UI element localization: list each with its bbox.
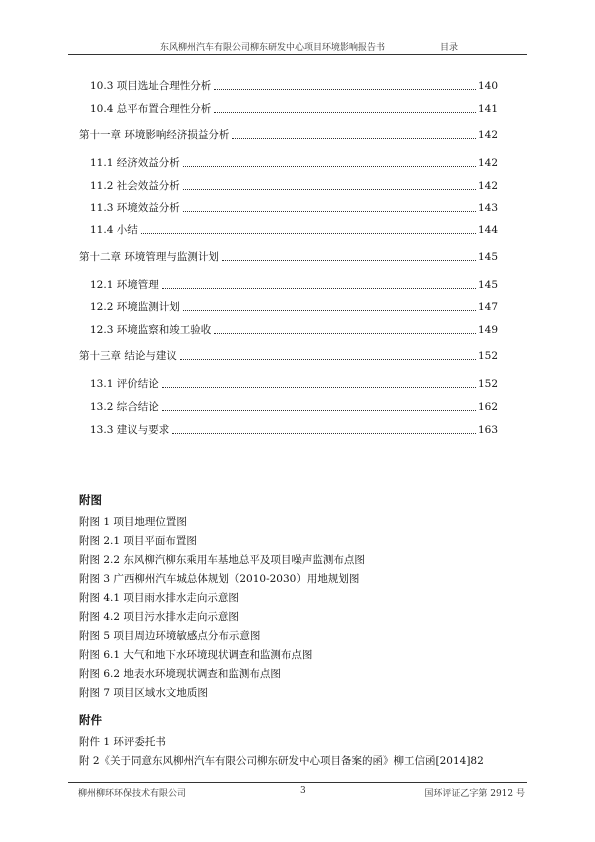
attachment-item[interactable]: 附 2《关于同意东风柳州汽车有限公司柳东研发中心项目备案的函》柳工信函[2014]82	[79, 755, 484, 767]
toc-page: 145	[477, 251, 498, 263]
toc-page: 152	[477, 350, 498, 362]
toc-leader	[214, 111, 476, 113]
toc-label: 12.1 环境管理	[90, 279, 159, 291]
toc-entry-chapter-12[interactable]	[79, 249, 498, 265]
toc-page: 162	[477, 401, 498, 413]
toc-label: 第十三章 结论与建议	[79, 350, 177, 362]
toc-label: 第十二章 环境管理与监测计划	[79, 251, 219, 263]
toc-leader	[214, 332, 476, 334]
toc-entry-12-1[interactable]	[90, 277, 498, 293]
figure-item[interactable]: 附图 1 项目地理位置图	[79, 516, 187, 528]
toc-page: 142	[477, 180, 498, 192]
toc-leader	[180, 358, 476, 360]
toc-leader	[162, 386, 476, 388]
toc-page: 141	[477, 103, 498, 115]
toc-page: 144	[477, 224, 498, 236]
page-header	[68, 38, 527, 55]
toc-entry-12-2[interactable]	[90, 299, 498, 315]
toc-leader	[162, 409, 476, 411]
toc-entry-12-3[interactable]	[90, 322, 498, 338]
figure-item[interactable]: 附图 6.2 地表水环境现状调查和监测布点图	[79, 668, 281, 680]
figures-heading: 附图	[79, 493, 102, 507]
figure-item[interactable]: 附图 4.1 项目雨水排水走向示意图	[79, 592, 239, 604]
header-section: 目录	[440, 43, 459, 53]
attachment-item[interactable]: 附件 1 环评委托书	[79, 736, 166, 748]
toc-leader	[183, 188, 476, 190]
toc-label: 13.1 评价结论	[90, 378, 159, 390]
toc-page: 140	[477, 80, 498, 92]
toc-leader	[162, 287, 476, 289]
footer-certificate: 国环评证乙字第 2912 号	[424, 789, 525, 799]
header-title: 东风柳州汽车有限公司柳东研发中心项目环境影响报告书	[160, 43, 386, 53]
toc-page: 145	[477, 279, 498, 291]
toc-page: 143	[477, 202, 498, 214]
figure-item[interactable]: 附图 6.1 大气和地下水环境现状调查和监测布点图	[79, 649, 313, 661]
toc-label: 10.4 总平布置合理性分析	[90, 103, 212, 115]
toc-leader	[214, 88, 476, 90]
toc-leader	[183, 210, 476, 212]
figure-item[interactable]: 附图 3 广西柳州汽车城总体规划（2010-2030）用地规划图	[79, 573, 360, 585]
toc-leader	[172, 432, 476, 434]
toc-page: 163	[477, 424, 498, 436]
toc-entry-chapter-11[interactable]	[79, 127, 498, 143]
figure-item[interactable]: 附图 2.1 项目平面布置图	[79, 535, 197, 547]
toc-label: 13.2 综合结论	[90, 401, 159, 413]
footer-page-number: 3	[300, 786, 306, 796]
toc-label: 11.4 小结	[90, 224, 138, 236]
toc-label: 11.3 环境效益分析	[90, 202, 180, 214]
toc-label: 13.3 建议与要求	[90, 424, 170, 436]
toc-entry-10-4[interactable]	[90, 101, 498, 117]
page-footer	[68, 782, 527, 797]
toc-page: 147	[477, 301, 498, 313]
figure-item[interactable]: 附图 5 项目周边环境敏感点分布示意图	[79, 630, 261, 642]
attachments-heading: 附件	[79, 713, 102, 727]
toc-leader	[183, 165, 476, 167]
figure-item[interactable]: 附图 2.2 东风柳汽柳东乘用车基地总平及项目噪声监测布点图	[79, 554, 365, 566]
toc-page: 142	[477, 129, 498, 141]
toc-entry-13-2[interactable]	[90, 399, 498, 415]
toc-leader	[222, 259, 476, 261]
toc-label: 12.3 环境监察和竣工验收	[90, 324, 212, 336]
figure-item[interactable]: 附图 7 项目区域水文地质图	[79, 687, 208, 699]
toc-entry-10-3[interactable]	[90, 78, 498, 94]
toc-entry-11-4[interactable]	[90, 222, 498, 238]
toc-label: 11.1 经济效益分析	[90, 157, 180, 169]
toc-leader	[232, 137, 476, 139]
toc-label: 第十一章 环境影响经济损益分析	[79, 129, 230, 141]
toc-page: 152	[477, 378, 498, 390]
toc-label: 11.2 社会效益分析	[90, 180, 180, 192]
toc-entry-11-3[interactable]	[90, 200, 498, 216]
figure-item[interactable]: 附图 4.2 项目污水排水走向示意图	[79, 611, 239, 623]
toc-entry-chapter-13[interactable]	[79, 348, 498, 364]
toc-entry-11-1[interactable]	[90, 155, 498, 171]
toc-leader	[183, 309, 476, 311]
toc-entry-13-1[interactable]	[90, 376, 498, 392]
toc-page: 149	[477, 324, 498, 336]
toc-entry-11-2[interactable]	[90, 178, 498, 194]
footer-company: 柳州柳环环保技术有限公司	[78, 789, 187, 799]
toc-label: 10.3 项目选址合理性分析	[90, 80, 212, 92]
toc-label: 12.2 环境监测计划	[90, 301, 180, 313]
toc-page: 142	[477, 157, 498, 169]
toc-entry-13-3[interactable]	[90, 422, 498, 438]
toc-leader	[141, 232, 476, 234]
